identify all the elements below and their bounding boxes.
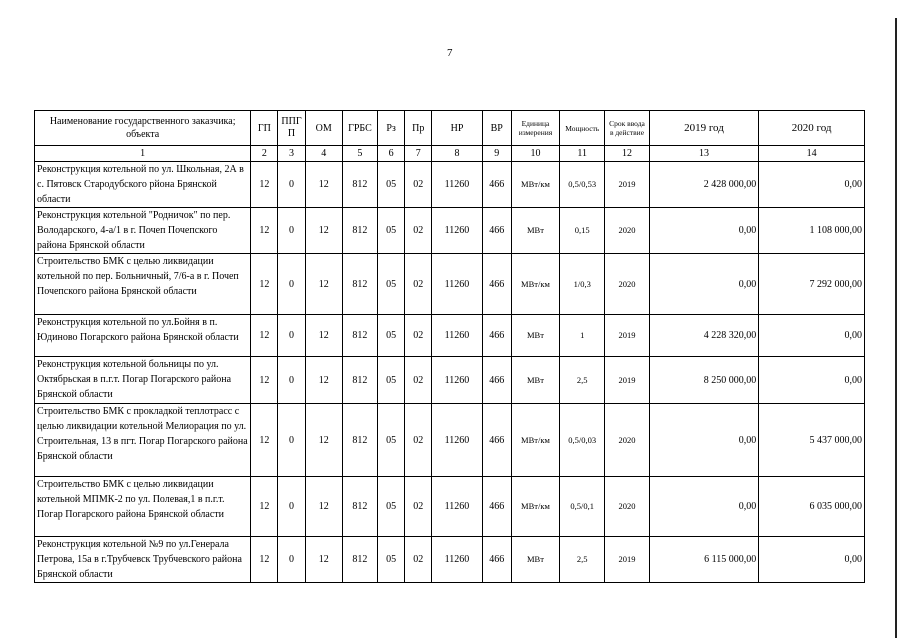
row-name-cell: Реконструкция котельной по ул.Бойня в п. Юдиново Погарского района Брянской области: [35, 315, 251, 357]
col-number: 14: [759, 146, 865, 162]
row-name-cell: Реконструкция котельной №9 по ул.Генерала Петрова, 15а в г.Трубчевск Трубчевского района Брянской области: [35, 537, 251, 583]
gp-cell: 12: [251, 254, 278, 315]
ppgp-cell: 0: [278, 162, 305, 208]
amount-2019-cell: 0,00: [649, 254, 759, 315]
term-cell: 2020: [605, 404, 649, 477]
col-number: 4: [305, 146, 342, 162]
np-cell: 11260: [432, 208, 482, 254]
amount-2019-cell: 8 250 000,00: [649, 357, 759, 404]
header-rz: Рз: [378, 111, 405, 146]
rz-cell: 05: [378, 537, 405, 583]
pr-cell: 02: [405, 315, 432, 357]
unit-cell: МВт/км: [511, 404, 559, 477]
table-row: [35, 537, 865, 583]
page-edge-line: [895, 18, 897, 638]
np-cell: 11260: [432, 254, 482, 315]
col-number: 6: [378, 146, 405, 162]
amount-2019-cell: 6 115 000,00: [649, 537, 759, 583]
rz-cell: 05: [378, 404, 405, 477]
term-cell: 2019: [605, 162, 649, 208]
table-row: [35, 315, 865, 357]
vr-cell: 466: [482, 477, 511, 537]
gp-cell: 12: [251, 404, 278, 477]
vr-cell: 466: [482, 162, 511, 208]
col-number: 3: [278, 146, 305, 162]
om-cell: 12: [305, 208, 342, 254]
table-row: [35, 404, 865, 477]
col-number: 5: [342, 146, 377, 162]
vr-cell: 466: [482, 357, 511, 404]
col-number: 12: [605, 146, 649, 162]
om-cell: 12: [305, 254, 342, 315]
unit-cell: МВт/км: [511, 162, 559, 208]
amount-2019-cell: 0,00: [649, 404, 759, 477]
om-cell: 12: [305, 162, 342, 208]
amount-2019-cell: 4 228 320,00: [649, 315, 759, 357]
amount-2020-cell: 6 035 000,00: [759, 477, 865, 537]
row-name-cell: Реконструкция котельной больницы по ул. Октябрьская в п.г.т. Погар Погарского района Брянской области: [35, 357, 251, 404]
np-cell: 11260: [432, 537, 482, 583]
header-name: Наименование государственного заказчика; объекта: [35, 111, 251, 146]
rz-cell: 05: [378, 208, 405, 254]
ppgp-cell: 0: [278, 208, 305, 254]
unit-cell: МВт: [511, 208, 559, 254]
power-cell: 0,5/0,1: [560, 477, 605, 537]
row-name-cell: Реконструкция котельной "Родничок" по пер. Володарского, 4-а/1 в г. Почеп Почепского района Брянской области: [35, 208, 251, 254]
col-number: 2: [251, 146, 278, 162]
table-row: [35, 208, 865, 254]
unit-cell: МВт/км: [511, 477, 559, 537]
unit-cell: МВт/км: [511, 254, 559, 315]
gp-cell: 12: [251, 537, 278, 583]
amount-2020-cell: 0,00: [759, 315, 865, 357]
term-cell: 2019: [605, 537, 649, 583]
header-vr: ВР: [482, 111, 511, 146]
col-number: 8: [432, 146, 482, 162]
ppgp-cell: 0: [278, 404, 305, 477]
gp-cell: 12: [251, 208, 278, 254]
col-number: 7: [405, 146, 432, 162]
grbs-cell: 812: [342, 254, 377, 315]
power-cell: 0,5/0,03: [560, 404, 605, 477]
pr-cell: 02: [405, 537, 432, 583]
grbs-cell: 812: [342, 315, 377, 357]
unit-cell: МВт: [511, 315, 559, 357]
power-cell: 1/0,3: [560, 254, 605, 315]
pr-cell: 02: [405, 208, 432, 254]
gp-cell: 12: [251, 357, 278, 404]
term-cell: 2019: [605, 357, 649, 404]
power-cell: 1: [560, 315, 605, 357]
table-header-row: [35, 111, 865, 146]
ppgp-cell: 0: [278, 537, 305, 583]
om-cell: 12: [305, 404, 342, 477]
grbs-cell: 812: [342, 357, 377, 404]
gp-cell: 12: [251, 477, 278, 537]
amount-2020-cell: 0,00: [759, 162, 865, 208]
col-number: 10: [511, 146, 559, 162]
amount-2019-cell: 2 428 000,00: [649, 162, 759, 208]
header-gp: ГП: [251, 111, 278, 146]
page-number: 7: [447, 47, 453, 59]
power-cell: 0,15: [560, 208, 605, 254]
grbs-cell: 812: [342, 208, 377, 254]
grbs-cell: 812: [342, 537, 377, 583]
gp-cell: 12: [251, 162, 278, 208]
grbs-cell: 812: [342, 162, 377, 208]
amount-2020-cell: 7 292 000,00: [759, 254, 865, 315]
pr-cell: 02: [405, 477, 432, 537]
row-name-cell: Строительство БМК с целью ликвидации котельной по пер. Больничный, 7/6-а в г. Почеп Почепского района Брянской области: [35, 254, 251, 315]
pr-cell: 02: [405, 254, 432, 315]
ppgp-cell: 0: [278, 477, 305, 537]
budget-table: [34, 110, 865, 583]
np-cell: 11260: [432, 162, 482, 208]
table-row: [35, 254, 865, 315]
header-om: ОМ: [305, 111, 342, 146]
term-cell: 2020: [605, 208, 649, 254]
header-power: Мощность: [560, 111, 605, 146]
np-cell: 11260: [432, 357, 482, 404]
pr-cell: 02: [405, 162, 432, 208]
grbs-cell: 812: [342, 404, 377, 477]
vr-cell: 466: [482, 537, 511, 583]
col-number: 11: [560, 146, 605, 162]
row-name-cell: Строительство БМК с целью ликвидации котельной МПМК-2 по ул. Полевая,1 в п.г.т. Погар Погарского района Брянской области: [35, 477, 251, 537]
amount-2019-cell: 0,00: [649, 477, 759, 537]
unit-cell: МВт: [511, 357, 559, 404]
amount-2020-cell: 0,00: [759, 357, 865, 404]
power-cell: 2,5: [560, 537, 605, 583]
table-row: [35, 162, 865, 208]
term-cell: 2020: [605, 254, 649, 315]
table-row: [35, 357, 865, 404]
header-2019: 2019 год: [649, 111, 759, 146]
amount-2020-cell: 1 108 000,00: [759, 208, 865, 254]
om-cell: 12: [305, 315, 342, 357]
header-np: НР: [432, 111, 482, 146]
np-cell: 11260: [432, 404, 482, 477]
col-number: 13: [649, 146, 759, 162]
header-term: Срок ввода в действие: [605, 111, 649, 146]
column-number-row: [35, 146, 865, 162]
np-cell: 11260: [432, 315, 482, 357]
header-pr: Пр: [405, 111, 432, 146]
grbs-cell: 812: [342, 477, 377, 537]
amount-2020-cell: 5 437 000,00: [759, 404, 865, 477]
gp-cell: 12: [251, 315, 278, 357]
power-cell: 2,5: [560, 357, 605, 404]
rz-cell: 05: [378, 254, 405, 315]
row-name-cell: Строительство БМК с прокладкой теплотрасс с целью ликвидации котельной Мелиорация по ул. Строительная, 13 в пгт. Погар Погарского района Брянской области: [35, 404, 251, 477]
term-cell: 2020: [605, 477, 649, 537]
rz-cell: 05: [378, 357, 405, 404]
rz-cell: 05: [378, 162, 405, 208]
table-row: [35, 477, 865, 537]
header-ppgp: ППГ П: [278, 111, 305, 146]
vr-cell: 466: [482, 404, 511, 477]
power-cell: 0,5/0,53: [560, 162, 605, 208]
ppgp-cell: 0: [278, 357, 305, 404]
vr-cell: 466: [482, 254, 511, 315]
vr-cell: 466: [482, 208, 511, 254]
pr-cell: 02: [405, 404, 432, 477]
rz-cell: 05: [378, 477, 405, 537]
om-cell: 12: [305, 477, 342, 537]
header-unit: Единица измерения: [511, 111, 559, 146]
col-number: 9: [482, 146, 511, 162]
header-grbs: ГРБС: [342, 111, 377, 146]
col-number: 1: [35, 146, 251, 162]
om-cell: 12: [305, 537, 342, 583]
pr-cell: 02: [405, 357, 432, 404]
row-name-cell: Реконструкция котельной по ул. Школьная, 2А в с. Пятовск Стародубского рйона Брянской области: [35, 162, 251, 208]
om-cell: 12: [305, 357, 342, 404]
np-cell: 11260: [432, 477, 482, 537]
unit-cell: МВт: [511, 537, 559, 583]
amount-2019-cell: 0,00: [649, 208, 759, 254]
rz-cell: 05: [378, 315, 405, 357]
term-cell: 2019: [605, 315, 649, 357]
amount-2020-cell: 0,00: [759, 537, 865, 583]
ppgp-cell: 0: [278, 315, 305, 357]
vr-cell: 466: [482, 315, 511, 357]
ppgp-cell: 0: [278, 254, 305, 315]
header-2020: 2020 год: [759, 111, 865, 146]
